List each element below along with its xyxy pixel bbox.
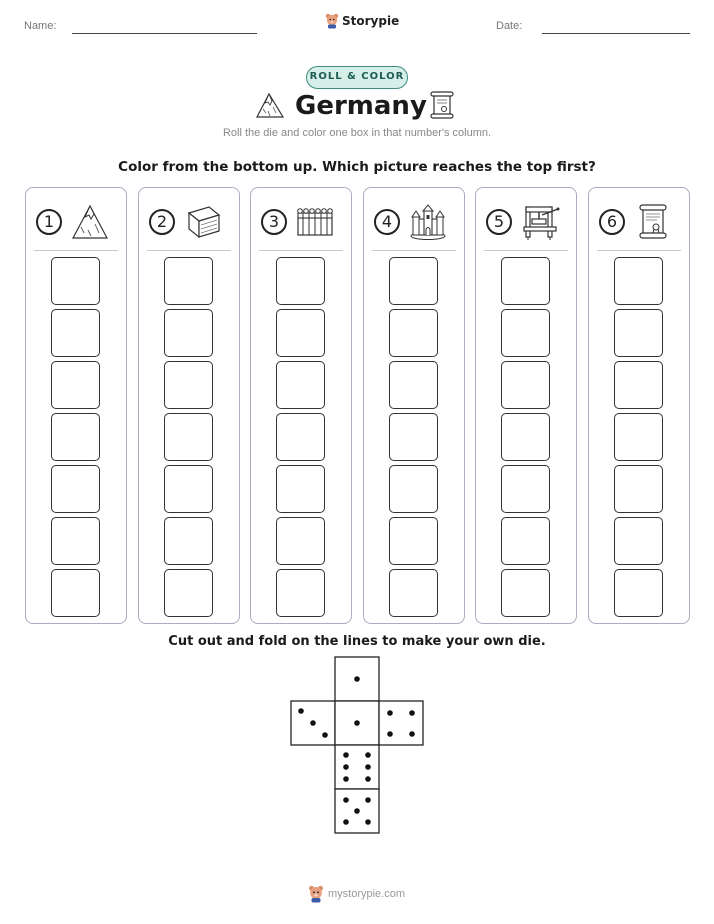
color-box[interactable] bbox=[276, 465, 325, 513]
color-box[interactable] bbox=[164, 361, 213, 409]
color-box[interactable] bbox=[501, 361, 550, 409]
column-divider bbox=[259, 250, 343, 251]
color-box[interactable] bbox=[276, 517, 325, 565]
color-box[interactable] bbox=[276, 257, 325, 305]
color-box[interactable] bbox=[164, 569, 213, 617]
color-box[interactable] bbox=[276, 361, 325, 409]
color-box[interactable] bbox=[164, 257, 213, 305]
color-box[interactable] bbox=[51, 465, 100, 513]
printing-press-icon bbox=[520, 203, 560, 241]
book-icon bbox=[183, 203, 223, 241]
column-divider bbox=[597, 250, 681, 251]
bear-mascot-icon bbox=[325, 13, 339, 29]
brand-logo bbox=[325, 13, 399, 29]
die-number-badge: 3 bbox=[261, 209, 287, 235]
die-number-badge: 4 bbox=[374, 209, 400, 235]
castle-icon bbox=[408, 203, 448, 241]
color-box[interactable] bbox=[389, 413, 438, 461]
color-box[interactable] bbox=[164, 309, 213, 357]
name-line bbox=[72, 33, 257, 34]
date-label: Date: bbox=[496, 20, 523, 32]
column-5 bbox=[475, 187, 577, 624]
die-number-badge: 2 bbox=[149, 209, 175, 235]
color-box[interactable] bbox=[276, 413, 325, 461]
date-line bbox=[542, 33, 690, 34]
color-box[interactable] bbox=[614, 517, 663, 565]
worksheet-subtitle: Roll the die and color one box in that number's column. bbox=[222, 127, 492, 139]
column-6 bbox=[588, 187, 690, 624]
color-box[interactable] bbox=[164, 465, 213, 513]
scroll-icon bbox=[633, 203, 673, 241]
die-net bbox=[290, 656, 426, 836]
color-box[interactable] bbox=[51, 309, 100, 357]
color-box[interactable] bbox=[614, 361, 663, 409]
column-header bbox=[364, 203, 464, 243]
color-box[interactable] bbox=[501, 413, 550, 461]
die-instruction: Cut out and fold on the lines to make your own die. bbox=[168, 634, 546, 649]
column-divider bbox=[147, 250, 231, 251]
name-label: Name: bbox=[24, 20, 57, 32]
die-face-lower bbox=[335, 745, 379, 789]
column-header bbox=[476, 203, 576, 243]
color-box[interactable] bbox=[501, 517, 550, 565]
roll-color-badge: ROLL & COLOR bbox=[306, 66, 408, 89]
column-1 bbox=[25, 187, 127, 624]
color-box[interactable] bbox=[389, 465, 438, 513]
die-number-badge: 5 bbox=[486, 209, 512, 235]
column-divider bbox=[372, 250, 456, 251]
color-box[interactable] bbox=[276, 309, 325, 357]
color-box[interactable] bbox=[389, 361, 438, 409]
footer-site: mystorypie.com bbox=[328, 888, 406, 900]
column-header bbox=[251, 203, 351, 243]
color-box[interactable] bbox=[164, 413, 213, 461]
die-number-badge: 1 bbox=[36, 209, 62, 235]
color-box[interactable] bbox=[614, 309, 663, 357]
color-box[interactable] bbox=[164, 517, 213, 565]
die-face-right bbox=[379, 701, 423, 745]
mountain-icon bbox=[70, 203, 110, 241]
color-box[interactable] bbox=[614, 465, 663, 513]
color-box[interactable] bbox=[389, 309, 438, 357]
color-box[interactable] bbox=[614, 413, 663, 461]
color-box[interactable] bbox=[276, 569, 325, 617]
column-2 bbox=[138, 187, 240, 624]
brand-name: Storypie bbox=[342, 14, 400, 28]
color-box[interactable] bbox=[51, 569, 100, 617]
column-4 bbox=[363, 187, 465, 624]
column-divider bbox=[34, 250, 118, 251]
color-box[interactable] bbox=[51, 517, 100, 565]
color-box[interactable] bbox=[501, 465, 550, 513]
scroll-title-icon bbox=[428, 90, 456, 122]
color-box[interactable] bbox=[614, 569, 663, 617]
color-box[interactable] bbox=[389, 257, 438, 305]
column-header bbox=[26, 203, 126, 243]
footer bbox=[308, 885, 405, 903]
color-box[interactable] bbox=[389, 569, 438, 617]
color-box[interactable] bbox=[51, 413, 100, 461]
mountain-title-icon bbox=[255, 91, 285, 119]
color-box[interactable] bbox=[501, 309, 550, 357]
color-box[interactable] bbox=[389, 517, 438, 565]
color-box[interactable] bbox=[501, 257, 550, 305]
die-number-badge: 6 bbox=[599, 209, 625, 235]
column-divider bbox=[484, 250, 568, 251]
color-box[interactable] bbox=[614, 257, 663, 305]
color-box[interactable] bbox=[51, 257, 100, 305]
bear-mascot-footer-icon bbox=[308, 885, 324, 903]
color-box[interactable] bbox=[501, 569, 550, 617]
column-header bbox=[589, 203, 689, 243]
worksheet-title: Germany bbox=[295, 91, 427, 121]
column-3 bbox=[250, 187, 352, 624]
worksheet-instruction: Color from the bottom up. Which picture reaches the top first? bbox=[118, 159, 596, 175]
column-header bbox=[139, 203, 239, 243]
fence-icon bbox=[295, 203, 335, 241]
color-box[interactable] bbox=[51, 361, 100, 409]
